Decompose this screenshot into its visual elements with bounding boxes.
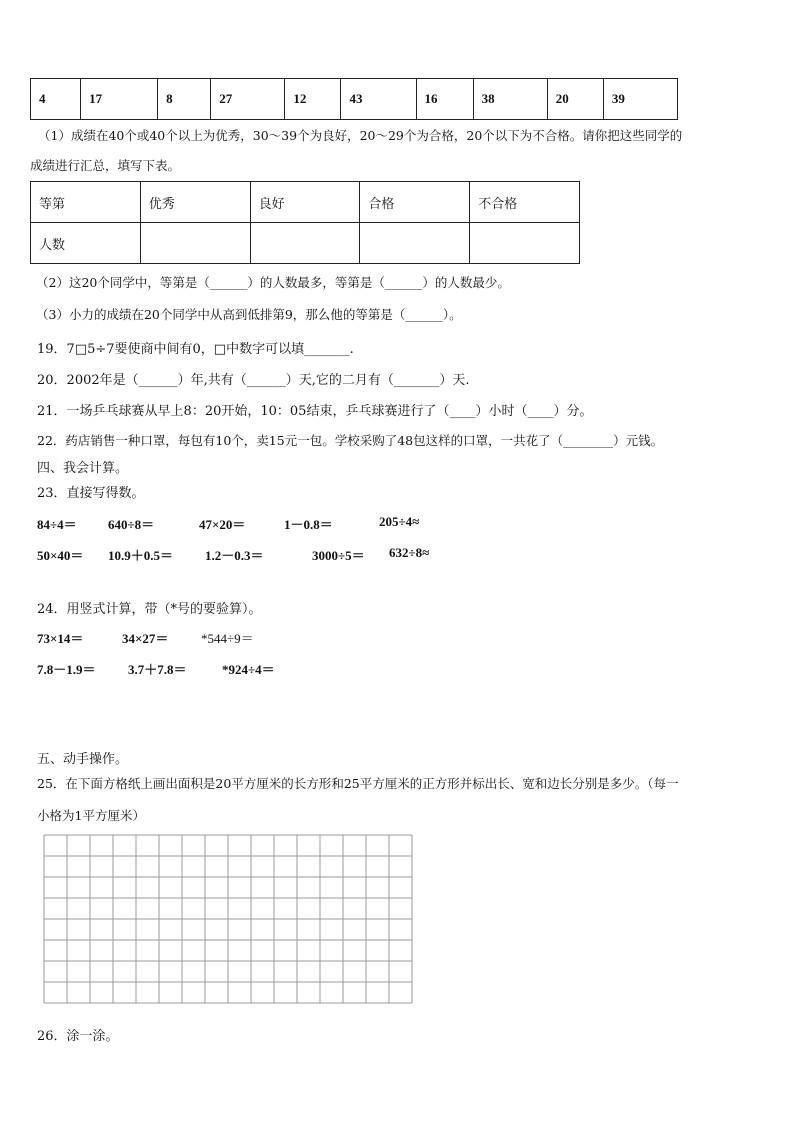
row-label: 人数: [31, 223, 141, 264]
question-26: 26．涂一涂。: [37, 1029, 119, 1044]
summary-table: [30, 181, 580, 264]
sub-question-1-line2: 成绩进行汇总，填写下表。: [30, 158, 181, 173]
score-cell: 16: [416, 79, 473, 120]
calc-item: 47×20＝: [199, 517, 246, 532]
calc-item: 73×14＝: [37, 631, 84, 646]
question-23-title: 23．直接写得数。: [37, 486, 145, 501]
score-cell: 27: [211, 79, 285, 120]
calc-item: 7.8－1.9＝: [37, 662, 96, 677]
section-5-heading: 五、动手操作。: [37, 752, 129, 767]
score-cell: 20: [547, 79, 603, 120]
sub-question-2: （2）这20个同学中，等第是（______）的人数最多，等第是（______）的人数最少。: [36, 275, 510, 290]
calc-item: 1－0.8＝: [284, 517, 333, 532]
header-cell: 不合格: [470, 182, 580, 223]
sub-question-3: （3）小力的成绩在20个同学中从高到低排第9，那么他的等第是（______）。: [36, 307, 462, 322]
header-cell: 优秀: [140, 182, 250, 223]
sub-question-1-line1: （1）成绩在40个或40个以上为优秀，30～39个为良好，20～29个为合格，20个以下为不合格。请你把这些同学的: [38, 128, 683, 143]
score-cell: 38: [473, 79, 547, 120]
calc-item: *924÷4＝: [222, 662, 275, 677]
calc-item: 50×40＝: [37, 548, 84, 563]
answer-cell[interactable]: [140, 223, 250, 264]
calc-item: 3.7＋7.8＝: [128, 662, 187, 677]
score-cell: 17: [81, 79, 158, 120]
header-cell: 良好: [250, 182, 360, 223]
score-cell: 12: [285, 79, 341, 120]
calc-item: 1.2－0.3＝: [205, 548, 264, 563]
calc-item: *544÷9＝: [201, 631, 254, 646]
table-row: [31, 182, 580, 223]
question-20: 20．2002年是（______）年,共有（______）天,它的二月有（_______）天.: [37, 373, 470, 388]
calc-item: 84÷4＝: [37, 517, 77, 532]
calc-item: 205÷4≈: [379, 514, 420, 529]
header-cell: 等第: [31, 182, 141, 223]
calc-item: 632÷8≈: [389, 545, 430, 560]
table-row: [31, 223, 580, 264]
section-4-heading: 四、我会计算。: [37, 461, 129, 476]
score-cell: 4: [31, 79, 81, 120]
question-21: 21．一场乒乓球赛从早上8：20开始，10：05结束，乒乓球赛进行了（____）小时（____）分。: [37, 404, 593, 419]
question-25-line1: 25．在下面方格纸上画出面积是20平方厘米的长方形和25平方厘米的正方形并标出长、宽和边长分别是多少。（每一: [37, 776, 679, 791]
question-22: 22．药店销售一种口罩，每包有10个，卖15元一包。学校采购了48包这样的口罩，一共花了（________）元钱。: [37, 433, 664, 448]
score-cell: 8: [158, 79, 211, 120]
calc-item: 10.9＋0.5＝: [108, 548, 174, 563]
answer-cell[interactable]: [250, 223, 360, 264]
question-24-title: 24．用竖式计算，带（*号的要验算）。: [37, 602, 262, 617]
answer-cell[interactable]: [470, 223, 580, 264]
calc-item: 640÷8＝: [108, 517, 155, 532]
calc-item: 3000÷5＝: [312, 548, 365, 563]
score-cell: 43: [341, 79, 416, 120]
header-cell: 合格: [360, 182, 470, 223]
answer-cell[interactable]: [360, 223, 470, 264]
question-25-line2: 小格为1平方厘米）: [37, 808, 145, 823]
table-row: [31, 79, 678, 120]
question-19: 19．7□5÷7要使商中间有0，□中数字可以填_______.: [37, 342, 354, 357]
score-cell: 39: [603, 79, 677, 120]
calc-item: 34×27＝: [122, 631, 169, 646]
grid-paper[interactable]: [43, 834, 415, 1006]
score-table: [30, 78, 678, 120]
